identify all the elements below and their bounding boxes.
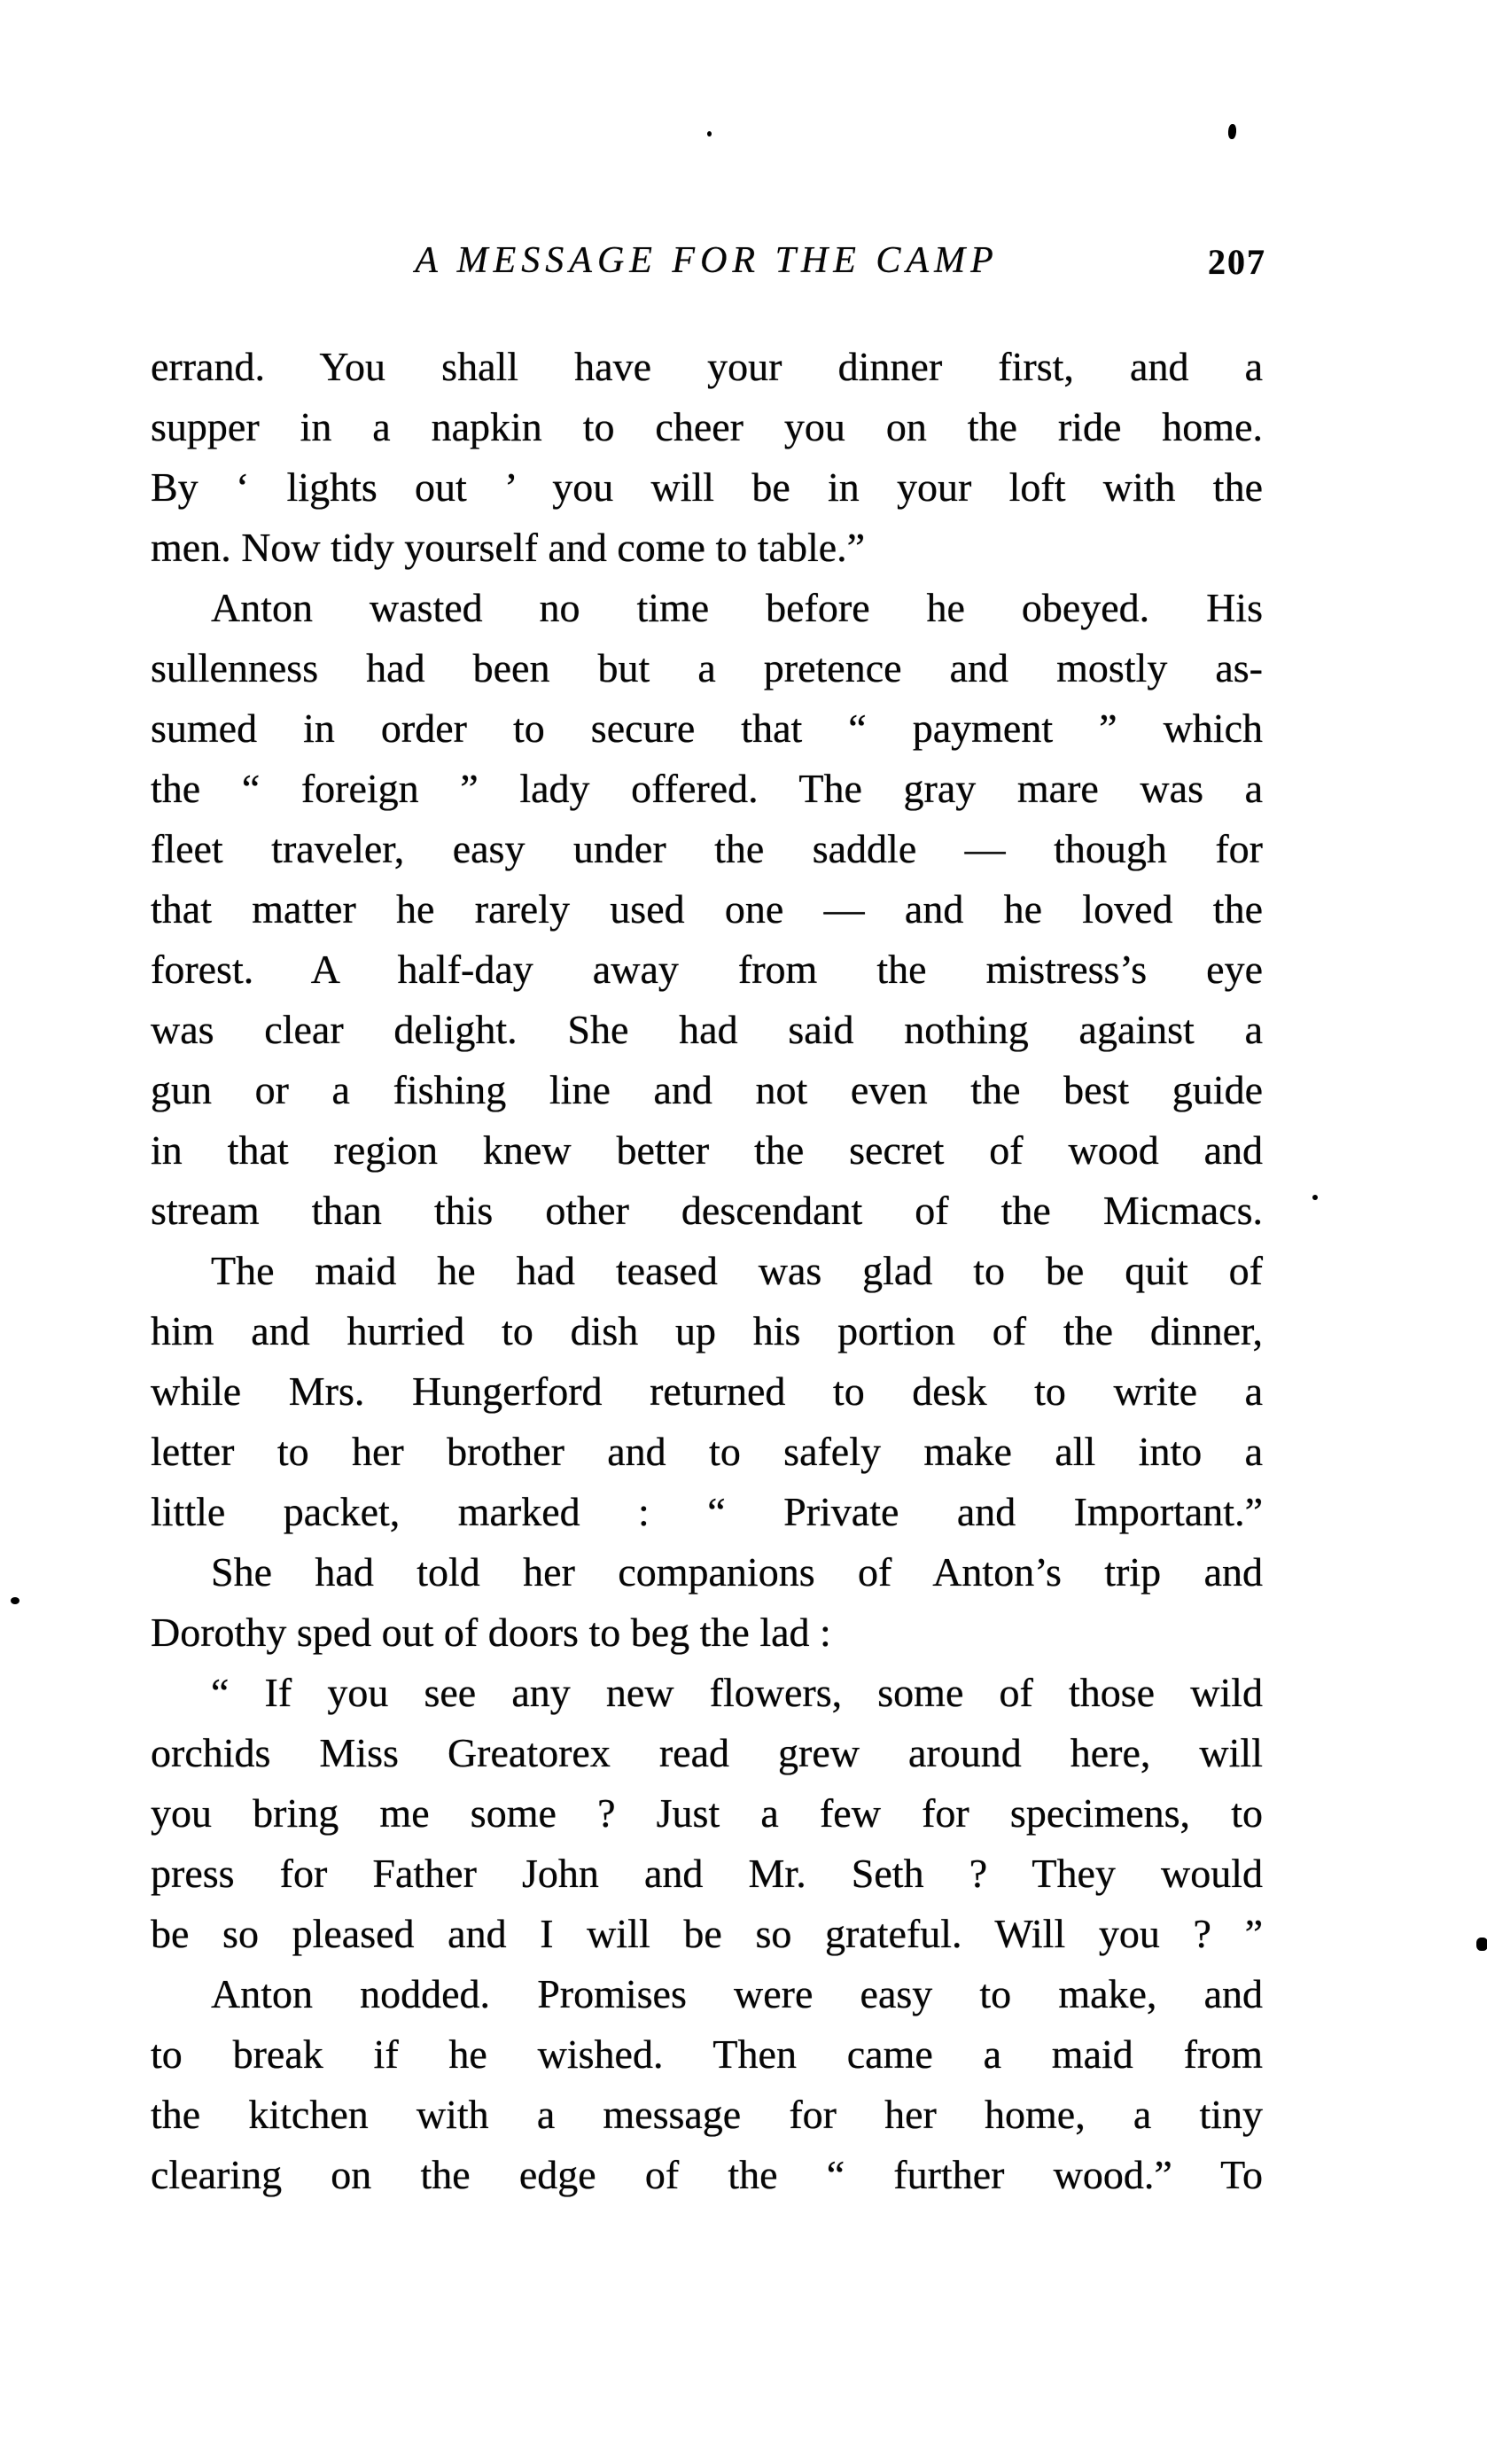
text-line: to break if he wished. Then came a maid from xyxy=(151,2031,1263,2077)
text-line: you bring me some ? Just a few for specimens, to xyxy=(151,1790,1263,1836)
text-line: “ If you see any new flowers, some of those wild xyxy=(211,1670,1263,1715)
text-line: sumed in order to secure that “ payment ” which xyxy=(151,706,1263,751)
text-line: be so pleased and I will be so grateful. Will you ? ” xyxy=(151,1911,1263,1956)
text-line: while Mrs. Hungerford returned to desk to write a xyxy=(151,1368,1263,1414)
text-line: errand. You shall have your dinner first, and a xyxy=(151,344,1263,389)
text-line: gun or a fishing line and not even the best guide xyxy=(151,1067,1263,1112)
text-line: She had told her companions of Anton’s trip and xyxy=(211,1549,1263,1595)
text-line: little packet, marked : “ Private and Important.” xyxy=(151,1489,1263,1534)
text-line: The maid he had teased was glad to be quit of xyxy=(211,1248,1263,1293)
text-line: Anton wasted no time before he obeyed. His xyxy=(211,585,1263,630)
text-line: men. Now tidy yourself and come to table.” xyxy=(151,525,866,570)
text-line: stream than this other descendant of the Micmacs. xyxy=(151,1188,1263,1233)
text-line: clearing on the edge of the “ further wood.” To xyxy=(151,2152,1263,2197)
text-line: orchids Miss Greatorex read grew around here, will xyxy=(151,1730,1263,1775)
text-line: sullenness had been but a pretence and mostly as- xyxy=(151,645,1263,690)
ink-speck xyxy=(1476,1938,1487,1951)
text-line: letter to her brother and to safely make all into a xyxy=(151,1429,1263,1474)
text-line: in that region knew better the secret of wood and xyxy=(151,1127,1263,1173)
text-line: him and hurried to dish up his portion of the dinner, xyxy=(151,1308,1263,1353)
text-line: press for Father John and Mr. Seth ? They would xyxy=(151,1851,1263,1896)
text-line: the kitchen with a message for her home, a tiny xyxy=(151,2092,1263,2137)
text-line: Dorothy sped out of doors to beg the lad : xyxy=(151,1610,831,1655)
text-line: Anton nodded. Promises were easy to make, and xyxy=(211,1971,1263,2016)
body-text xyxy=(151,337,1263,2205)
text-line: was clear delight. She had said nothing against a xyxy=(151,1007,1263,1052)
running-head xyxy=(151,236,1266,292)
text-line: supper in a napkin to cheer you on the ride home. xyxy=(151,404,1263,449)
text-line: the “ foreign ” lady offered. The gray mare was a xyxy=(151,766,1263,811)
text-line: that matter he rarely used one — and he loved the xyxy=(151,886,1263,932)
chapter-title: A MESSAGE FOR THE CAMP xyxy=(415,240,999,281)
text-line: By ‘ lights out ’ you will be in your loft with the xyxy=(151,464,1263,510)
page-number: 207 xyxy=(1208,242,1266,282)
ink-speck xyxy=(1227,124,1236,140)
ink-speck xyxy=(1312,1195,1318,1200)
text-line: fleet traveler, easy under the saddle — though for xyxy=(151,826,1263,871)
text-line: forest. A half-day away from the mistress’s eye xyxy=(151,947,1263,992)
ink-speck xyxy=(11,1597,19,1604)
ink-speck xyxy=(707,131,712,136)
